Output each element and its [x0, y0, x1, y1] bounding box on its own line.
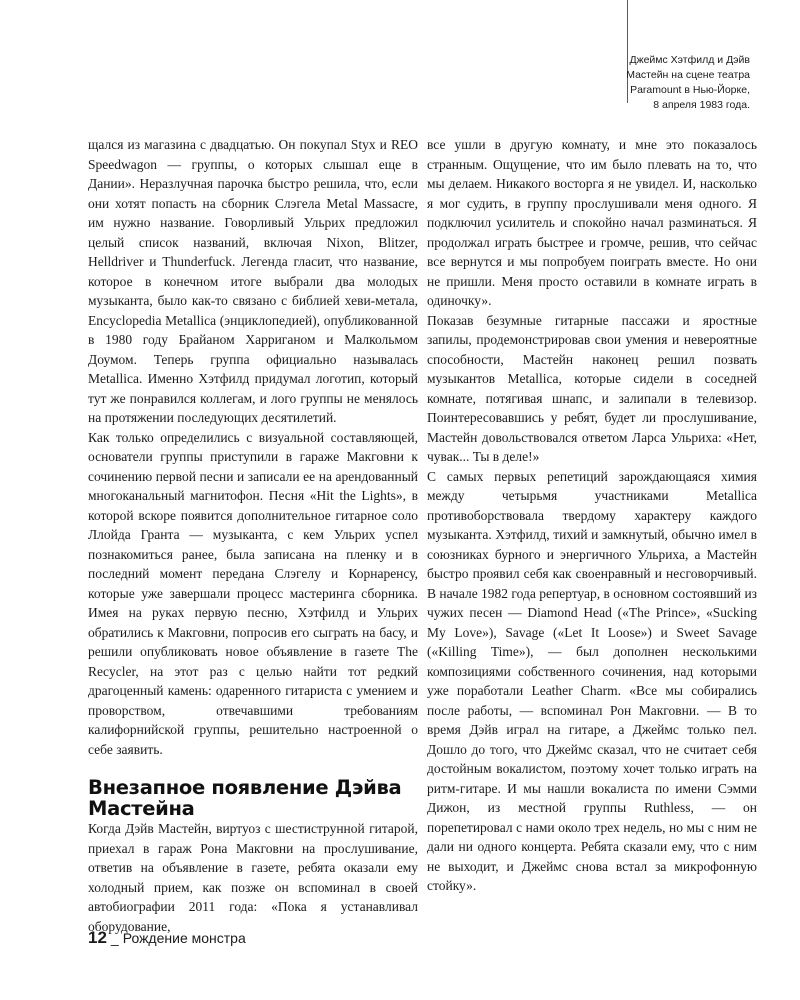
right-column: [427, 135, 757, 896]
running-title: Рождение монстра: [122, 930, 246, 946]
footer-separator: _: [110, 930, 119, 946]
photo-caption: Джеймс Хэтфилд и Дэйв Мастейн на сцене театра Paramount в Нью-Йорке, 8 апреля 1983 года.: [626, 54, 750, 111]
body-paragraph: все ушли в другую комнату, и мне это показалось странным. Ощущение, что им было плевать на то, что мы делаем. Никакого восторга я не увидел. И, насколько я мог судить, в группу прослушивали меня одного. Я подключил усилитель и спокойно начал разминаться. Я продолжал играть быстрее и громче, решив, что сейчас все вернутся и мы попробуем поиграть вместе. Но они не пришли. Меня просто оставили в комнате играть в одиночку».: [427, 137, 757, 308]
section-heading: Внезапное появление Дэйва Мастейна: [88, 776, 402, 820]
left-column: [88, 135, 418, 936]
page-footer: [88, 928, 246, 948]
body-paragraph: Когда Дэйв Мастейн, виртуоз с шестиструнной гитарой, приехал в гараж Рона Макговни на прослушивание, ответив на объявление в газете, ребята оказали ему холодный прием, как позже он вспоминал в своей автобиографии 2011 года: «Пока я устанавливал оборудование,: [88, 821, 418, 934]
body-paragraph: Как только определились с визуальной составляющей, основатели группы приступили в гараже Макговни к сочинению первой песни и записали ее на арендованный многоканальный магнитофон. Песня «Hit the Lights», в которой вскоре появится дополнительное гитарное соло Ллойда Гранта — музыканта, с кем Ульрих успел познакомиться ранее, была записана на пленку и в последний момент передана Слэгелу и Корнаренсу, которые уже завершали процесс мастеринга сборника. Имея на руках первую песню, Хэтфилд и Ульрих обратились к Макговни, попросив его сыграть на басу, и решили опубликовать новое объявление в газете The Recycler, на этот раз с целью найти тот редкий драгоценный камень: одаренного гитариста с умением и проворством, отвечавшими требованиям калифорнийской группы, решительно настроенной о себе заявить.: [88, 429, 418, 757]
body-paragraph: щался из магазина с двадцатью. Он покупал Styx и REO Speedwagon — группы, о которых слышал еще в Дании». Неразлучная парочка быстро решила, что, если они хотят попасть на сборник Слэгела Metal Massacre, им нужно название. Говорливый Ульрих предложил целый список названий, включая Nixon, Blitzer, Helldriver и Thunderfuck. Легенда гласит, что название, которое в конечном итоге выбрали два молодых музыканта, было как-то связано с библией хеви-метала, Encyclopedia Metallica (энциклопедией), опубликованной в 1980 году Брайаном Харриганом и Малкольмом Доумом. Теперь группа официально называлась Metallica. Именно Хэтфилд придумал логотип, который тут же понравился коллегам, и лого группы не менялось на протяжении последующих десятилетий.: [88, 137, 418, 425]
body-paragraph: Показав безумные гитарные пассажи и яростные запилы, продемонстрировав свои умения и невероятные способности, Мастейн наконец решил позвать музыкантов Metallica, которые сидели в соседней комнате, потягивая шнапс, и залипали в телевизор. Поинтересовавшись у ребят, будет ли прослушивание, Мастейн довольствовался ответом Ларса Ульриха: «Нет, чувак... Ты в деле!»: [427, 312, 757, 464]
body-paragraph: С самых первых репетиций зарождающаяся химия между четырьмя участниками Metallica противоборствовала твердому характеру каждого музыканта. Хэтфилд, тихий и замкнутый, обычно имел в союзниках бурного и энергичного Ульриха, а Мастейн быстро проявил себя как своенравный и несговорчивый. В начале 1982 года репертуар, в основном состоявший из чужих песен — Diamond Head («The Prince», «Sucking My Love»), Savage («Let It Loose») и Sweet Savage («Killing Time»), — был дополнен несколькими композициями собственного сочинения, над которыми уже поработали Leather Charm. «Все мы собирались после работы, — вспоминал Рон Макговни. — В то время Дэйв играл на гитаре, а Джеймс только пел. Дошло до того, что Джеймс сказал, что не считает себя достойным вокалистом, поэтому хочет только играть на ритм-гитаре. И мы нашли вокалиста по имени Сэмми Дижон, из местной группы Ruthless, — он порепетировал с нами около трех недель, но мы с ним не дали ни одного концерта. Ребята сказали ему, что с ним не выходит, и Джеймс снова встал за микрофонную стойку».: [427, 468, 758, 893]
page-number: 12: [88, 928, 107, 947]
